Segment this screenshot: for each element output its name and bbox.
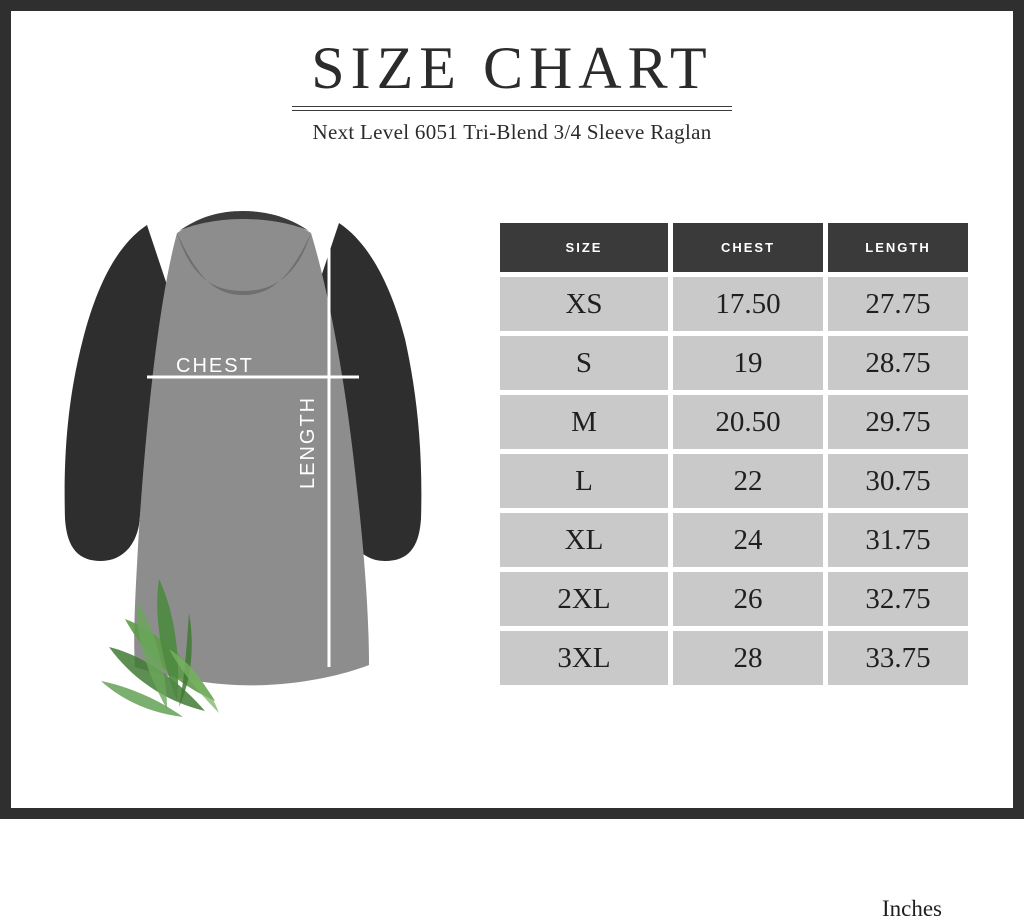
- cell-chest: 20.50: [673, 395, 823, 449]
- cell-size: S: [500, 336, 668, 390]
- cell-size: 3XL: [500, 631, 668, 685]
- page-subtitle: Next Level 6051 Tri-Blend 3/4 Sleeve Raglan: [312, 120, 712, 144]
- cell-size: L: [500, 454, 668, 508]
- length-measurement-label: LENGTH: [297, 395, 319, 489]
- cell-length: 27.75: [828, 277, 968, 331]
- cell-size: 2XL: [500, 572, 668, 626]
- cell-chest: 19: [673, 336, 823, 390]
- cell-length: 31.75: [828, 513, 968, 567]
- cell-length: 32.75: [828, 572, 968, 626]
- cell-size: XL: [500, 513, 668, 567]
- table-row: [500, 572, 968, 626]
- cell-length: 33.75: [828, 631, 968, 685]
- divider-line-bottom: [292, 110, 732, 111]
- cell-length: 28.75: [828, 336, 968, 390]
- cell-chest: 22: [673, 454, 823, 508]
- table-row: [500, 395, 968, 449]
- cell-size: XS: [500, 277, 668, 331]
- size-table-container: [500, 223, 960, 921]
- page-header: [11, 37, 1013, 145]
- cell-chest: 17.50: [673, 277, 823, 331]
- cell-chest: 28: [673, 631, 823, 685]
- raglan-shirt-graphic: [39, 189, 459, 719]
- table-row: [500, 631, 968, 685]
- cell-chest: 24: [673, 513, 823, 567]
- cell-length: 29.75: [828, 395, 968, 449]
- column-header-chest: CHEST: [673, 223, 823, 272]
- table-row: [500, 513, 968, 567]
- units-note: Inches: [881, 896, 942, 921]
- divider-line-top: [292, 106, 732, 107]
- table-row: [500, 336, 968, 390]
- chest-measurement-label: CHEST: [176, 355, 254, 377]
- title-divider: [292, 106, 732, 111]
- cell-chest: 26: [673, 572, 823, 626]
- page-title: SIZE CHART: [311, 35, 713, 101]
- table-row: [500, 277, 968, 331]
- shirt-illustration: [39, 189, 459, 719]
- column-header-length: LENGTH: [828, 223, 968, 272]
- cell-size: M: [500, 395, 668, 449]
- table-header-row: [500, 223, 968, 272]
- size-table: [495, 218, 973, 690]
- cell-length: 30.75: [828, 454, 968, 508]
- column-header-size: SIZE: [500, 223, 668, 272]
- table-row: [500, 454, 968, 508]
